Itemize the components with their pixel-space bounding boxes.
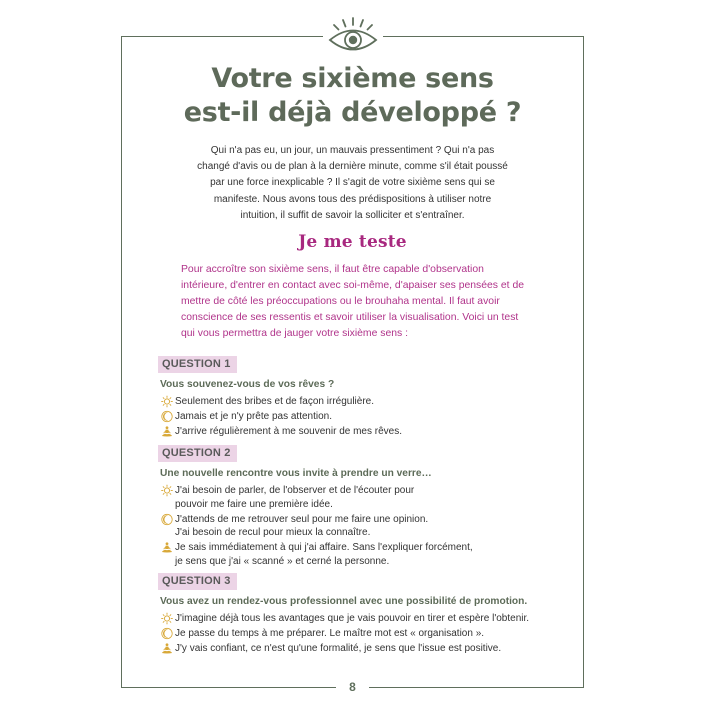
question-3 [158, 571, 558, 657]
page-title [140, 62, 565, 130]
test-intro-paragraph: Pour accroître son sixième sens, il faut être capable d'observation intérieure, d'entrer en contact avec soi-même, d'apaiser ses pensées et de mettre de côté les préoccupations ou le brouhaha mental. Il faut avoir conscience de ses ressentis et savoir utiliser la visualisation. Voici un test qui vous permettra de jauger votre sixième sens : [181, 264, 525, 339]
question-1 [158, 354, 558, 440]
meditation-icon [160, 642, 174, 655]
question-text: Une nouvelle rencontre vous invite à prendre un verre… [160, 468, 432, 479]
answer-option [160, 513, 558, 540]
answer-text: Jamais et je n'y prête pas attention. [175, 411, 332, 422]
answer-option [160, 395, 558, 409]
answer-text: J'ai besoin de parler, de l'observer et de l'écouter pour pouvoir me faire une première idée. [175, 485, 415, 510]
answer-option [160, 627, 558, 641]
test-heading: Je me teste [298, 232, 407, 252]
answer-option [160, 642, 558, 656]
title-line-2: est-il déjà développé ? [183, 97, 522, 128]
question-text: Vous avez un rendez-vous professionnel avec une possibilité de promotion. [160, 596, 528, 607]
sun-icon [160, 484, 174, 497]
sun-icon [160, 612, 174, 625]
question-2 [158, 443, 558, 570]
answer-text: J'attends de me retrouver seul pour me faire une opinion. J'ai besoin de recul pour mieux la connaître. [175, 513, 429, 538]
meditation-icon [160, 425, 174, 438]
answer-option [160, 484, 558, 511]
title-line-1: Votre sixième sens [211, 63, 494, 94]
answer-text: J'imagine déjà tous les avantages que je vais pouvoir en tirer et espère l'obtenir. [175, 613, 530, 624]
answer-text: J'y vais confiant, ce n'est qu'une formalité, je sens que l'issue est positive. [175, 643, 502, 654]
moon-icon [160, 410, 174, 423]
moon-icon [160, 627, 174, 640]
question-badge: QUESTION 2 [158, 445, 237, 462]
eye-icon [323, 14, 383, 58]
answer-text: Seulement des bribes et de façon irrégulière. [175, 396, 375, 407]
sun-icon [160, 395, 174, 408]
page-number: 8 [336, 676, 369, 698]
moon-icon [160, 513, 174, 526]
question-badge: QUESTION 1 [158, 356, 237, 373]
intro-paragraph: Qui n'a pas eu, un jour, un mauvais pressentiment ? Qui n'a pas changé d'avis ou de plan à la dernière minute, comme s'il était poussé par une force inexplicable ? Il s'agit de votre sixième sens qui se manifeste. Nous avons tous des prédispositions à utiliser notre intuition, il suffit de savoir la solliciter et s'entraîner. [197, 145, 508, 221]
answer-text: Je sais immédiatement à qui j'ai affaire. Sans l'expliquer forcément, je sens que j'ai « scanné » et cerné la personne. [175, 542, 473, 567]
answer-text: J'arrive régulièrement à me souvenir de mes rêves. [175, 426, 403, 437]
answer-option [160, 410, 558, 424]
question-badge: QUESTION 3 [158, 573, 237, 590]
answer-option [160, 425, 558, 439]
answer-text: Je passe du temps à me préparer. Le maître mot est « organisation ». [175, 628, 485, 639]
answer-option [160, 541, 558, 568]
question-text: Vous souvenez-vous de vos rêves ? [160, 379, 335, 390]
answer-option [160, 612, 558, 626]
meditation-icon [160, 541, 174, 554]
